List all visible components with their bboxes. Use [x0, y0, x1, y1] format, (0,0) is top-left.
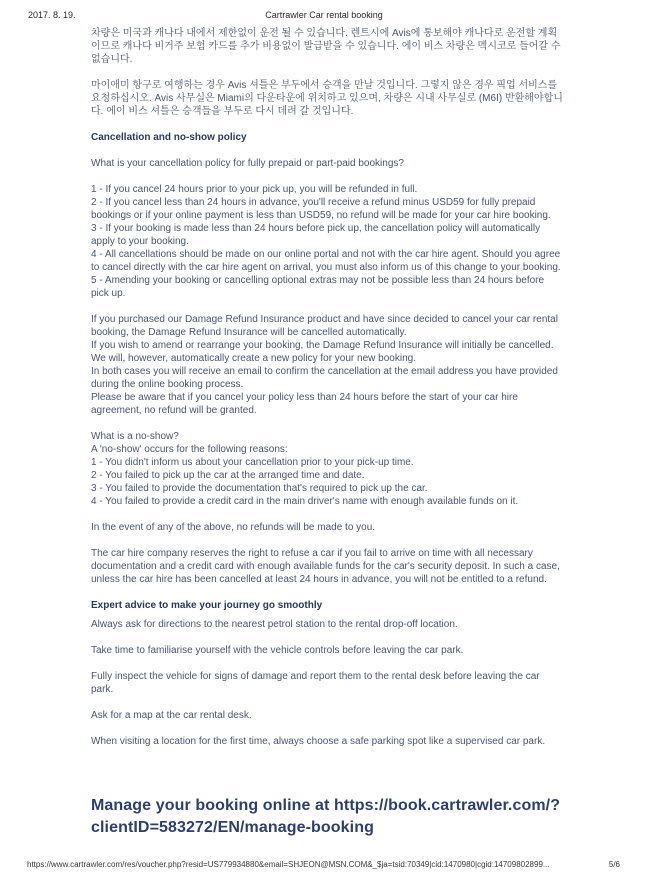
refusal-note: The car hire company reserves the right to refuse a car if you fail to arrive on time with all necessary documentation and a credit card with enough available funds for the car's security deposit. In such a case, unless the car hire has been cancelled at least 24 hours in advance, you will not be entitled to a refund. — [91, 548, 560, 585]
no-show-question: What is a no-show? — [91, 431, 179, 442]
damage-refund-line: In both cases you will receive an email to confirm the cancellation at the email address you have provided during the online booking process. — [91, 366, 558, 390]
expert-tip-4: Ask for a map at the car rental desk. — [91, 710, 252, 721]
cancellation-rule-1: 1 - If you cancel 24 hours prior to your pick up, you will be refunded in full. — [91, 184, 418, 195]
expert-tip-3: Fully inspect the vehicle for signs of damage and report them to the rental desk before leaving the car park. — [91, 671, 540, 695]
no-refund-note: In the event of any of the above, no refunds will be made to you. — [91, 522, 376, 533]
expert-tip-1: Always ask for directions to the nearest petrol station to the rental drop-off location. — [91, 619, 458, 630]
paragraph-driving-restrictions: 차량은 미국과 캐나다 내에서 제한없이 운전 될 수 있습니다. 렌트시에 Avis에 통보해야 캐나다로 운전할 계획이므로 캐나다 비거주 보험 카드를 추가 비용없이 발급받을 수 있습니다. 에이 비스 차량은 멕시코로 들어갈 수 없습니다. — [91, 28, 561, 65]
no-show-reason-1: 1 - You didn't inform us about your cancellation prior to your pick-up time. — [91, 457, 414, 468]
print-footer — [27, 860, 620, 869]
cancellation-question: What is your cancellation policy for fully prepaid or part-paid bookings? — [91, 158, 404, 169]
no-show-reason-2: 2 - You failed to pick up the car at the arranged time and date. — [91, 470, 365, 481]
section-heading-cancellation: Cancellation and no-show policy — [91, 132, 247, 143]
no-show-reason-4: 4 - You failed to provide a credit card in the main driver's name with enough available funds on it. — [91, 496, 519, 507]
cancellation-rule-3: 3 - If your booking is made less than 24 hours before pick up, the cancellation policy will automatically apply to your booking. — [91, 223, 541, 247]
no-show-section — [91, 430, 563, 508]
expert-tip-5: When visiting a location for the first time, always choose a safe parking spot like a supervised car park. — [91, 736, 546, 747]
print-header — [28, 10, 620, 22]
expert-tip-2: Take time to familiarise yourself with the vehicle controls before leaving the car park. — [91, 645, 464, 656]
cancellation-rule-2: 2 - If you cancel less than 24 hours in advance, you'll receive a refund minus USD59 for fully prepaid bookings or if your online payment is less than USD59, no refund will be made for your car hire booking. — [91, 197, 551, 221]
cancellation-rule-5: 5 - Amending your booking or cancelling optional extras may not be possible less than 24 hours before pick up. — [91, 275, 545, 299]
damage-refund-line: If you purchased our Damage Refund Insurance product and have since decided to cancel your car rental booking, the Damage Refund Insurance will be cancelled automatically. — [91, 314, 558, 338]
page-number: 5/6 — [608, 860, 620, 869]
cancellation-rules-list — [91, 183, 563, 300]
paragraph-miami-shuttle: 마이애미 항구로 여행하는 경우 Avis 셔틀은 부두에서 승객을 만날 것입니다. 그렇지 않은 경우 픽업 서비스를 요청하십시오. Avis 사무실은 Miami의 다운타운에 위치하고 있으며, 차량은 시내 사무실로 (M6I) 반환해야합니다. 에이 비스 셔틀은 승객들을 부두로 다시 데려 갈 것입니다. — [91, 80, 563, 117]
document-content — [91, 27, 563, 839]
damage-refund-line: Please be aware that if you cancel your policy less than 24 hours before the start of your car hire agreement, no refund will be granted. — [91, 392, 518, 416]
no-show-intro: A 'no-show' occurs for the following reasons: — [91, 444, 288, 455]
document-title: Cartrawler Car rental booking — [265, 10, 383, 20]
manage-booking-line-2: clientID=583272/EN/manage-booking — [91, 819, 374, 836]
no-show-reason-3: 3 - You failed to provide the documentation that's required to pick up the car. — [91, 483, 428, 494]
damage-refund-line: If you wish to amend or rearrange your booking, the Damage Refund Insurance will initially be cancelled. We will, however, automatically create a new policy for your new booking. — [91, 340, 554, 364]
manage-booking-link — [91, 795, 563, 839]
cancellation-rule-4: 4 - All cancellations should be made on our online portal and not with the car hire agent. Should you agree to cancel directly with the car hire agent on arrival, you must also inform us of this change to your booking. — [91, 249, 561, 273]
section-heading-expert-advice: Expert advice to make your journey go smoothly — [91, 600, 323, 611]
damage-refund-paragraph — [91, 313, 563, 417]
print-date: 2017. 8. 19. — [28, 10, 76, 20]
manage-booking-line-1: Manage your booking online at https://book.cartrawler.com/? — [91, 797, 561, 814]
footer-source-url: https://www.cartrawler.com/res/voucher.php?resid=US779934880&email=SHJEON@MSN.COM&_$ja=tsid:70349|cid:1470980|cgid:14709802899... — [27, 860, 550, 869]
